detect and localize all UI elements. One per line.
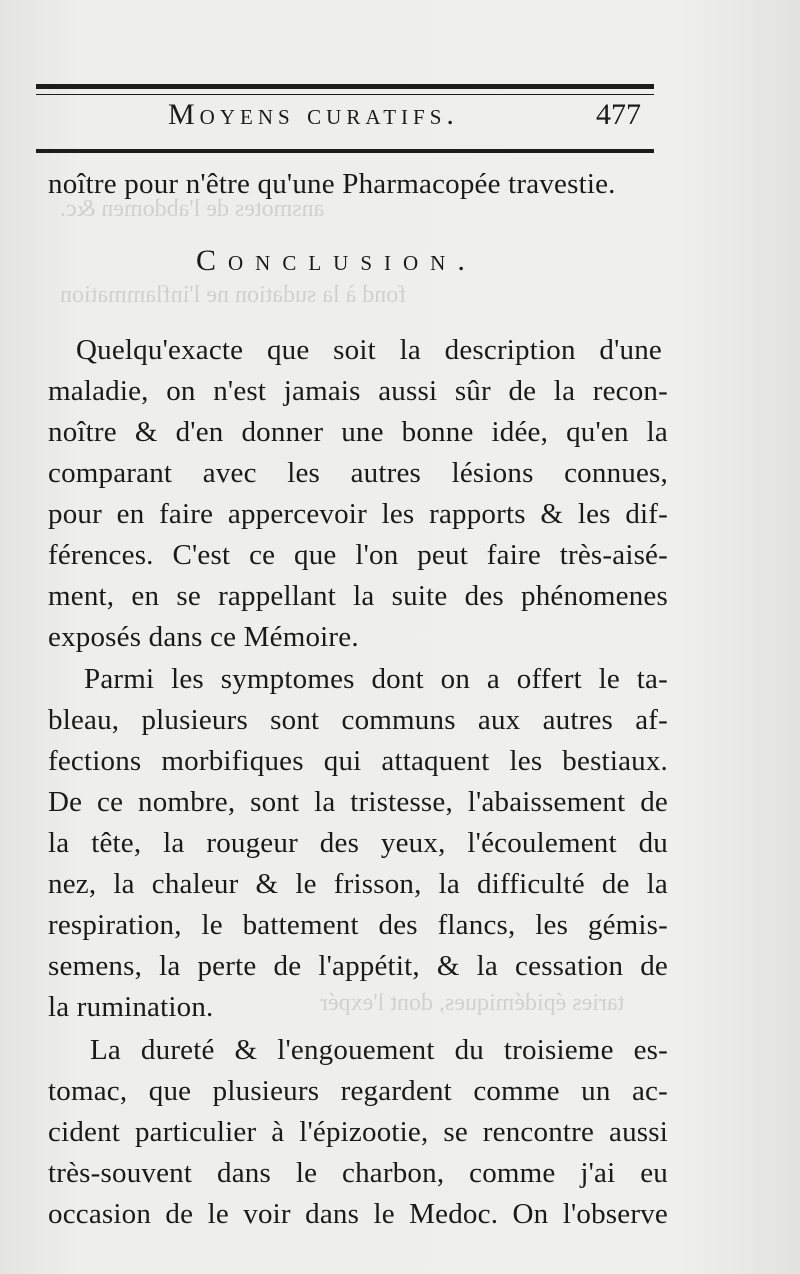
text-line: La dureté & l'engouement du troisieme es- [90, 1034, 668, 1066]
text-line: noître & d'en donner une bonne idée, qu'en la [48, 416, 668, 448]
text-line: fections morbifiques qui attaquent les bestiaux. [48, 745, 668, 777]
text-line: cident particulier à l'épizootie, se rencontre aussi [48, 1116, 668, 1148]
text-line: tomac, que plusieurs regardent comme un ac- [48, 1075, 668, 1107]
text-line: bleau, plusieurs sont communs aux autres af- [48, 704, 668, 736]
text-line: respiration, le battement des flancs, les gémis- [48, 909, 668, 941]
text-line: De ce nombre, sont la tristesse, l'abaissement de [48, 786, 668, 818]
text-line: nez, la chaleur & le frisson, la difficulté de la [48, 868, 668, 900]
text-line: férences. C'est ce que l'on peut faire très-aisé- [48, 539, 668, 571]
text-line: ment, en se rappellant la suite des phénomenes [48, 580, 668, 612]
running-head-title: Moyens curatifs. [168, 98, 459, 131]
text-line: Parmi les symptomes dont on a offert le ta- [84, 663, 668, 695]
text-line: occasion de le voir dans le Medoc. On l'observe [48, 1198, 668, 1230]
header-rule-bottom [36, 149, 654, 153]
text-line: pour en faire appercevoir les rapports & les dif- [48, 498, 668, 530]
show-through-text: fond à la sudation ne l'inflammation [60, 282, 407, 308]
header-rule-thin [36, 94, 654, 95]
text-line: comparant avec les autres lésions connues, [48, 457, 668, 489]
text-line: la rumination. [48, 991, 214, 1023]
text-line: semens, la perte de l'appétit, & la cessation de [48, 950, 668, 982]
text-line: exposés dans ce Mémoire. [48, 621, 359, 653]
text-line: noître pour n'être qu'une Pharmacopée travestie. [48, 168, 616, 200]
header-rule-thick [36, 84, 654, 89]
text-line: Quelqu'exacte que soit la description d'une [76, 334, 662, 366]
show-through-text: taries épidémiques, dont l'expér [320, 990, 625, 1016]
text-line: la tête, la rougeur des yeux, l'écoulement du [48, 827, 668, 859]
show-through-text: ansmotes de l'abdomen &c. [60, 196, 325, 222]
page-number: 477 [596, 98, 641, 131]
text-line: très-souvent dans le charbon, comme j'ai eu [48, 1157, 668, 1189]
section-heading: Conclusion. [196, 244, 477, 277]
text-line: maladie, on n'est jamais aussi sûr de la recon- [48, 375, 668, 407]
